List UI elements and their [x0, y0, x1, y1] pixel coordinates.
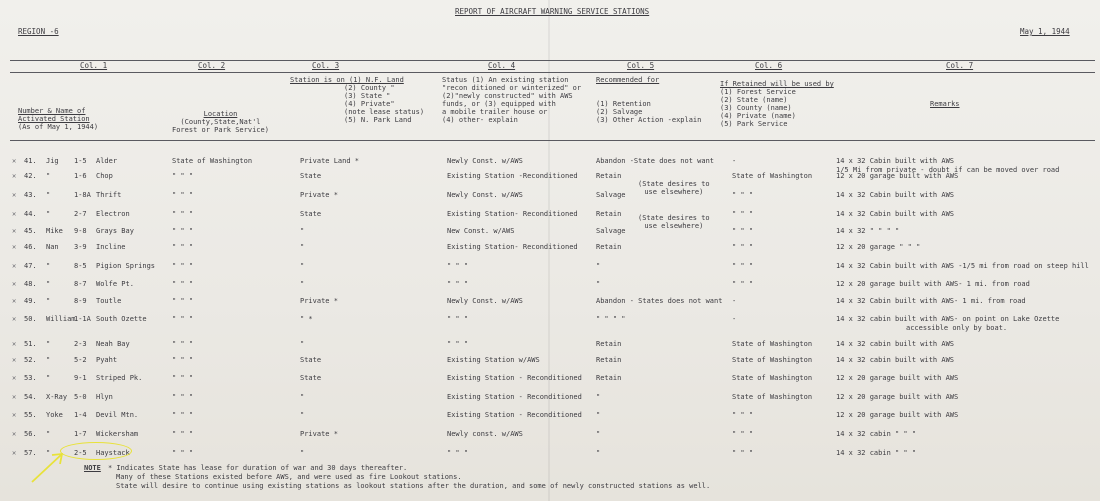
row-callsign: " — [46, 340, 51, 348]
row-station-name: Haystack — [96, 449, 130, 457]
row-remarks: 12 x 20 garage " " " — [836, 243, 921, 251]
row-station-name: Incline — [96, 243, 126, 251]
table-row — [0, 315, 1100, 331]
row-code: 9-8 — [74, 227, 87, 235]
row-station-name: Devil Mtn. — [96, 411, 139, 419]
row-recommendation: " — [596, 393, 601, 401]
row-callsign: " — [46, 449, 51, 457]
highlight-arrow-icon — [28, 446, 68, 486]
row-station-status: Existing Station -Reconditioned — [447, 172, 578, 180]
row-station-status: Existing Station- Reconditioned — [447, 243, 578, 251]
row-location: " " " — [172, 356, 194, 364]
check-mark-icon: ✕ — [12, 374, 17, 382]
row-land-status: State — [300, 172, 322, 180]
row-land-status: " — [300, 243, 305, 251]
row-recommendation: " — [596, 449, 601, 457]
col5-label: Col. 5 — [627, 61, 655, 70]
row-retained-use: " " " — [732, 280, 754, 288]
row-station-status: Newly const. w/AWS — [447, 430, 523, 438]
table-row — [0, 449, 1100, 465]
row-callsign: " — [46, 262, 51, 270]
row-station-name: Hlyn — [96, 393, 113, 401]
row-recommendation: Retain — [596, 340, 622, 348]
row-location: " " " — [172, 280, 194, 288]
table-row — [0, 340, 1100, 356]
col1-heading: Number & Name of Activated Station (As of May 1, 1944) — [18, 107, 99, 131]
row-location: " " " — [172, 243, 194, 251]
row-code: 8-7 — [74, 280, 87, 288]
row-retained-use: State of Washington — [732, 172, 813, 180]
col4-heading: Status (1) An existing station "recon ditioned or winterized" or (2)"newly constructed" with AWS funds, or (3) equipped with a mobile trailer house or (4) other- explain — [442, 76, 582, 124]
check-mark-icon: ✕ — [12, 227, 17, 235]
row-land-status: " — [300, 227, 305, 235]
row-land-status: " — [300, 393, 305, 401]
row-land-status: Private * — [300, 191, 338, 199]
row-code: 8-5 — [74, 262, 87, 270]
row-station-name: Pigion Springs — [96, 262, 156, 270]
row-location: " " " — [172, 297, 194, 305]
table-row — [0, 227, 1100, 243]
table-row — [0, 210, 1100, 226]
table-row — [0, 262, 1100, 278]
table-row — [0, 374, 1100, 390]
header-rule-top — [10, 60, 1095, 61]
row-remarks: 12 x 20 garage built with AWS — [836, 374, 959, 382]
row-retained-use: State of Washington — [732, 340, 813, 348]
report-title: REPORT OF AIRCRAFT WARNING SERVICE STATIONS — [455, 7, 650, 16]
row-number: 55. — [24, 411, 37, 419]
row-number: 46. — [24, 243, 37, 251]
row-callsign: " — [46, 430, 51, 438]
row-retained-use: " " " — [732, 210, 754, 218]
row-remarks: 12 x 20 garage built with AWS — [836, 393, 959, 401]
row-recommendation: Salvage — [596, 227, 626, 235]
row-station-status: Newly Const. w/AWS — [447, 157, 523, 165]
row-land-status: " — [300, 411, 305, 419]
row-location: " " " — [172, 340, 194, 348]
row-callsign: " — [46, 374, 51, 382]
row-land-status: State — [300, 374, 322, 382]
check-mark-icon: ✕ — [12, 297, 17, 305]
row-recommendation: " — [596, 430, 601, 438]
row-retained-use: " " " — [732, 262, 754, 270]
row-location: " " " — [172, 374, 194, 382]
check-mark-icon: ✕ — [12, 430, 17, 438]
row-location: " " " — [172, 315, 194, 323]
row-station-status: New Const. w/AWS — [447, 227, 515, 235]
row-station-status: Existing Station - Reconditioned — [447, 374, 582, 382]
row-station-status: " " " — [447, 262, 469, 270]
row-station-name: Thrift — [96, 191, 122, 199]
check-mark-icon: ✕ — [12, 172, 17, 180]
row-station-name: South Ozette — [96, 315, 147, 323]
row-callsign: Nan — [46, 243, 59, 251]
row-callsign: Jig — [46, 157, 59, 165]
row-code: 1-1A — [74, 315, 91, 323]
row-recommendation: Salvage — [596, 191, 626, 199]
row-code: 1-8A — [74, 191, 91, 199]
row-station-name: Wickersham — [96, 430, 139, 438]
row-station-status: Existing Station - Reconditioned — [447, 393, 582, 401]
row-location: " " " — [172, 393, 194, 401]
header-rule-mid — [10, 72, 1095, 73]
row-code: 3-9 — [74, 243, 87, 251]
col2-heading: Location (County,State,Nat'l Forest or Park Service) — [172, 110, 269, 134]
row-number: 43. — [24, 191, 37, 199]
row-number: 50. — [24, 315, 37, 323]
row-callsign: X-Ray — [46, 393, 68, 401]
row-retained-use: " " " — [732, 227, 754, 235]
row-retained-use: " " " — [732, 243, 754, 251]
row-recommendation: " — [596, 280, 601, 288]
col3-label: Col. 3 — [312, 61, 340, 70]
col7-heading: Remarks — [930, 100, 960, 108]
state-desires-note-1: (State desires to use elsewhere) — [638, 180, 710, 196]
row-recommendation: Retain — [596, 210, 622, 218]
row-station-name: Neah Bay — [96, 340, 130, 348]
check-mark-icon: ✕ — [12, 210, 17, 218]
row-remarks-continued: 1/5 Mi from private - doubt if can be moved over road — [836, 166, 1060, 174]
report-date: May 1, 1944 — [1020, 27, 1070, 36]
row-code: 2-5 — [74, 449, 87, 457]
row-number: 52. — [24, 356, 37, 364]
row-callsign: Mike — [46, 227, 63, 235]
row-retained-use: State of Washington — [732, 374, 813, 382]
row-number: 51. — [24, 340, 37, 348]
row-land-status: " — [300, 262, 305, 270]
table-row — [0, 172, 1100, 188]
table-row — [0, 157, 1100, 173]
table-row — [0, 356, 1100, 372]
row-retained-use: - — [732, 297, 737, 305]
check-mark-icon: ✕ — [12, 449, 17, 457]
row-station-name: Chop — [96, 172, 113, 180]
row-callsign: " — [46, 210, 51, 218]
note-label: NOTE — [84, 464, 101, 472]
row-station-status: Newly Const. w/AWS — [447, 191, 523, 199]
row-remarks: 14 x 32 cabin " " " — [836, 430, 917, 438]
row-retained-use: - — [732, 315, 737, 323]
row-station-status: " " " — [447, 315, 469, 323]
row-number: 44. — [24, 210, 37, 218]
row-retained-use: " " " — [732, 411, 754, 419]
check-mark-icon: ✕ — [12, 243, 17, 251]
row-callsign: William — [46, 315, 76, 323]
col7-label: Col. 7 — [946, 61, 974, 70]
row-location: State of Washington — [172, 157, 253, 165]
note-line-2: Many of these Stations existed before AWS, and were used as fire Lookout stations. — [116, 473, 462, 481]
row-station-status: Existing Station- Reconditioned — [447, 210, 578, 218]
row-number: 47. — [24, 262, 37, 270]
col1-label: Col. 1 — [80, 61, 108, 70]
row-code: 2-7 — [74, 210, 87, 218]
row-remarks: 14 x 32 Cabin built with AWS- 1 mi. from road — [836, 297, 1026, 305]
row-recommendation: Abandon - States does not want — [596, 297, 723, 305]
check-mark-icon: ✕ — [12, 356, 17, 364]
row-retained-use: - — [732, 157, 737, 165]
row-station-name: Toutle — [96, 297, 122, 305]
row-remarks: 12 x 20 garage built with AWS — [836, 411, 959, 419]
row-remarks: 14 x 32 Cabin built with AWS — [836, 191, 955, 199]
row-location: " " " — [172, 262, 194, 270]
row-land-status: Private Land * — [300, 157, 360, 165]
row-station-name: Striped Pk. — [96, 374, 143, 382]
row-recommendation: Abandon -State does not want — [596, 157, 715, 165]
row-station-status: Existing Station - Reconditioned — [447, 411, 582, 419]
col4-label: Col. 4 — [488, 61, 516, 70]
row-location: " " " — [172, 191, 194, 199]
row-recommendation: Retain — [596, 243, 622, 251]
row-station-status: Newly Const. w/AWS — [447, 297, 523, 305]
row-location: " " " — [172, 430, 194, 438]
row-recommendation: " — [596, 262, 601, 270]
row-number: 42. — [24, 172, 37, 180]
row-remarks: 14 x 32 Cabin built with AWS — [836, 210, 955, 218]
row-station-name: Pyaht — [96, 356, 118, 364]
row-land-status: Private * — [300, 297, 338, 305]
check-mark-icon: ✕ — [12, 191, 17, 199]
row-location: " " " — [172, 449, 194, 457]
row-code: 5-2 — [74, 356, 87, 364]
row-station-status: " " " — [447, 280, 469, 288]
row-recommendation: " — [596, 411, 601, 419]
row-retained-use: State of Washington — [732, 393, 813, 401]
table-row — [0, 411, 1100, 427]
row-number: 45. — [24, 227, 37, 235]
row-station-name: Grays Bay — [96, 227, 134, 235]
row-code: 9-1 — [74, 374, 87, 382]
row-remarks: 12 x 20 garage built with AWS — [836, 172, 959, 180]
col6-heading: If Retained will be used by (1) Forest Service (2) State (name) (3) County (name) (4) Private (name) (5) Park Service — [720, 80, 834, 128]
row-land-status: State — [300, 356, 322, 364]
row-code: 1-6 — [74, 172, 87, 180]
row-number: 49. — [24, 297, 37, 305]
row-remarks-continued: accessible only by boat. — [906, 324, 1008, 332]
row-number: 57. — [24, 449, 37, 457]
header-rule-bottom — [10, 140, 1095, 141]
col6-label: Col. 6 — [755, 61, 783, 70]
col2-label: Col. 2 — [198, 61, 226, 70]
row-location: " " " — [172, 172, 194, 180]
region-label: REGION -6 — [18, 27, 59, 36]
row-retained-use: " " " — [732, 191, 754, 199]
row-number: 41. — [24, 157, 37, 165]
row-retained-use: " " " — [732, 449, 754, 457]
row-code: 1-5 — [74, 157, 87, 165]
row-callsign: " — [46, 280, 51, 288]
row-code: 1-7 — [74, 430, 87, 438]
row-land-status: " — [300, 340, 305, 348]
col5-heading: Recommended for (1) Retention (2) Salvage (3) Other Action -explain — [596, 76, 702, 124]
row-remarks: 14 x 32 " " " " — [836, 227, 900, 235]
row-station-status: " " " — [447, 449, 469, 457]
table-row — [0, 280, 1100, 296]
check-mark-icon: ✕ — [12, 411, 17, 419]
row-retained-use: State of Washington — [732, 356, 813, 364]
row-station-name: Alder — [96, 157, 118, 165]
note-line-1: * Indicates State has lease for duration of war and 30 days thereafter. — [108, 464, 408, 472]
highlight-circle — [60, 442, 132, 460]
table-row — [0, 430, 1100, 446]
check-mark-icon: ✕ — [12, 315, 17, 323]
row-number: 54. — [24, 393, 37, 401]
table-row — [0, 297, 1100, 313]
row-remarks: 14 x 32 cabin built with AWS- on point on Lake Ozette — [836, 315, 1060, 323]
row-recommendation: Retain — [596, 374, 622, 382]
row-land-status: " * — [300, 315, 313, 323]
check-mark-icon: ✕ — [12, 262, 17, 270]
row-number: 53. — [24, 374, 37, 382]
row-land-status: Private * — [300, 430, 338, 438]
state-desires-note-2: (State desires to use elsewhere) — [638, 214, 710, 230]
row-code: 8-9 — [74, 297, 87, 305]
table-row — [0, 243, 1100, 259]
row-code: 5-0 — [74, 393, 87, 401]
row-recommendation: " " " " — [596, 315, 626, 323]
row-station-name: Electron — [96, 210, 130, 218]
row-remarks: 14 x 32 cabin built with AWS — [836, 340, 955, 348]
check-mark-icon: ✕ — [12, 393, 17, 401]
row-callsign: " — [46, 297, 51, 305]
row-remarks: 12 x 20 garage built with AWS- 1 mi. from road — [836, 280, 1030, 288]
row-station-status: Existing Station w/AWS — [447, 356, 540, 364]
row-remarks: 14 x 32 Cabin built with AWS -1/5 mi from road on steep hill — [836, 262, 1089, 270]
table-row — [0, 191, 1100, 207]
row-number: 48. — [24, 280, 37, 288]
note-line-3: State will desire to continue using existing stations as lookout stations after the duration, and some of newly constructed stations as well. — [116, 482, 711, 490]
row-callsign: Yoke — [46, 411, 63, 419]
row-location: " " " — [172, 210, 194, 218]
row-remarks: 14 x 32 Cabin built with AWS — [836, 157, 955, 165]
row-remarks: 14 x 32 cabin " " " — [836, 449, 917, 457]
row-land-status: " — [300, 449, 305, 457]
row-station-name: Wolfe Pt. — [96, 280, 134, 288]
col3-heading: Station is on (1) N.F. Land (2) County " (3) State " (4) Private" (note lease status) (5) N. Park Land — [290, 76, 425, 124]
check-mark-icon: ✕ — [12, 340, 17, 348]
row-location: " " " — [172, 227, 194, 235]
row-callsign: " — [46, 172, 51, 180]
row-land-status: State — [300, 210, 322, 218]
table-row — [0, 393, 1100, 409]
row-retained-use: " " " — [732, 430, 754, 438]
row-code: 2-3 — [74, 340, 87, 348]
check-mark-icon: ✕ — [12, 280, 17, 288]
row-number: 56. — [24, 430, 37, 438]
row-location: " " " — [172, 411, 194, 419]
row-callsign: " — [46, 191, 51, 199]
row-recommendation: Retain — [596, 356, 622, 364]
row-station-status: " " " — [447, 340, 469, 348]
row-remarks: 14 x 32 cabin built with AWS — [836, 356, 955, 364]
row-land-status: " — [300, 280, 305, 288]
row-recommendation: Retain — [596, 172, 622, 180]
row-code: 1-4 — [74, 411, 87, 419]
row-callsign: " — [46, 356, 51, 364]
check-mark-icon: ✕ — [12, 157, 17, 165]
